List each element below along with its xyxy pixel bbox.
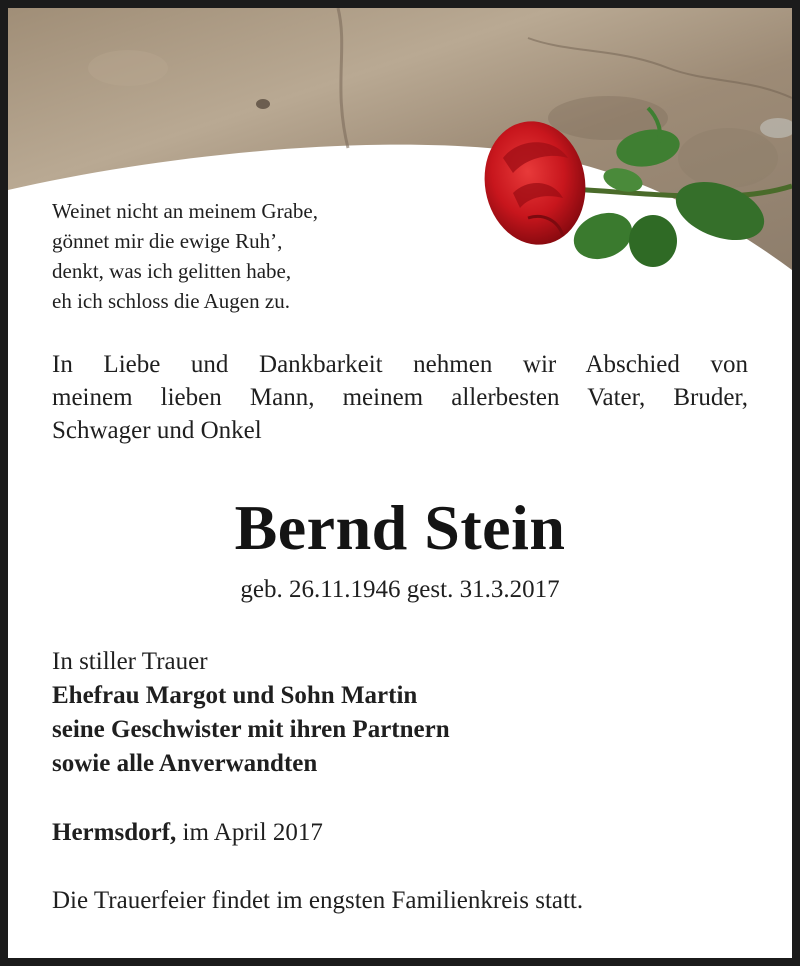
- poem: [52, 196, 318, 316]
- mourner-line: seine Geschwister mit ihren Partnern: [52, 716, 450, 743]
- poem-line: gönnet mir die ewige Ruh’,: [52, 229, 283, 253]
- mourners-heading: In stiller Trauer: [52, 648, 208, 675]
- place-and-date: [52, 816, 323, 850]
- farewell-line: meinem lieben Mann, meinem allerbesten Vater, Bruder,: [52, 384, 748, 411]
- deceased-name: Bernd Stein: [234, 492, 566, 563]
- mourners-block: [52, 645, 450, 781]
- mourner-line: sowie alle Anverwandten: [52, 750, 318, 777]
- poem-line: denkt, was ich gelitten habe,: [52, 259, 292, 283]
- poem-line: Weinet nicht an meinem Grabe,: [52, 199, 318, 223]
- funeral-note: Die Trauerfeier findet im engsten Familienkreis statt.: [52, 887, 584, 914]
- place-date: im April 2017: [176, 819, 323, 846]
- life-dates: geb. 26.11.1946 gest. 31.3.2017: [240, 576, 560, 603]
- farewell-line: Schwager und Onkel: [52, 417, 262, 444]
- farewell-text: [52, 348, 748, 447]
- poem-line: eh ich schloss die Augen zu.: [52, 289, 290, 313]
- mourner-line: Ehefrau Margot und Sohn Martin: [52, 682, 418, 709]
- place-town: Hermsdorf,: [52, 819, 177, 846]
- farewell-line: In Liebe und Dankbarkeit nehmen wir Abschied von: [52, 351, 748, 378]
